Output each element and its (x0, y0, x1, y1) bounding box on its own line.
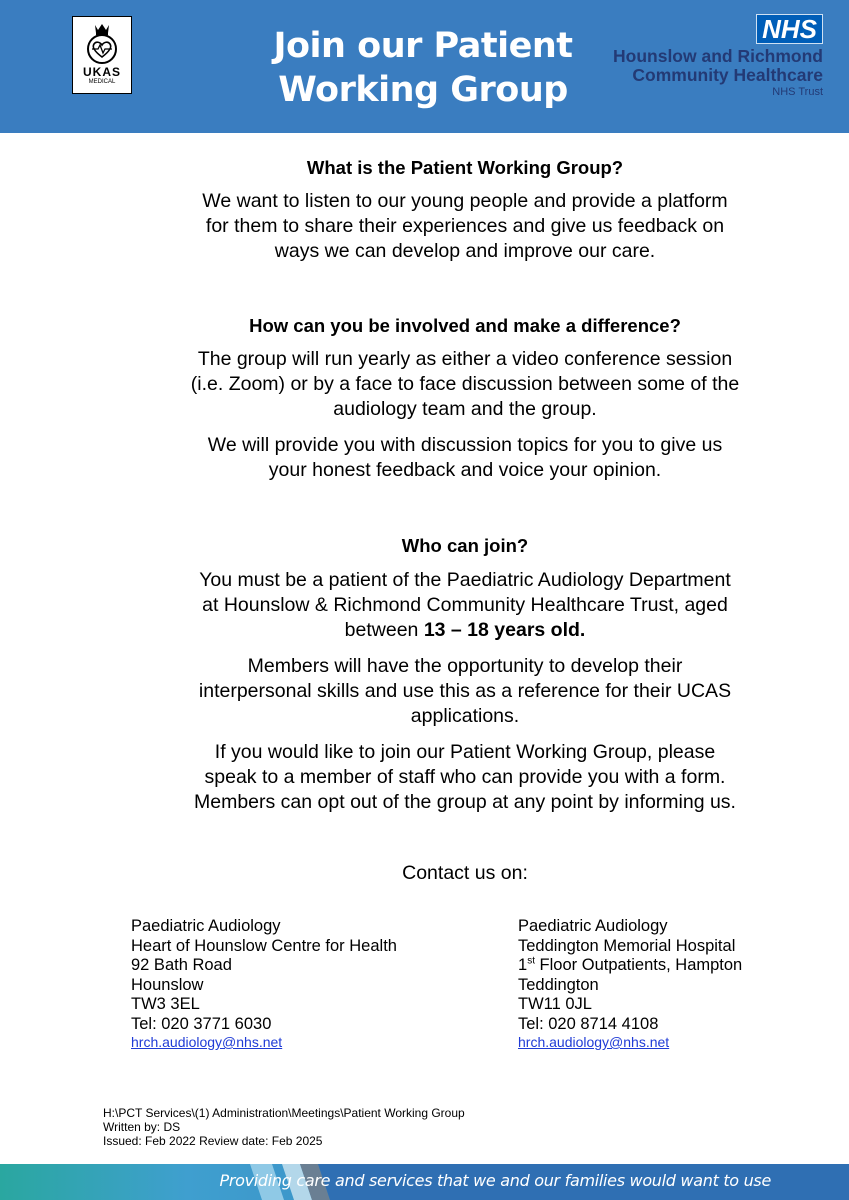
address-line: Paediatric Audiology (131, 917, 281, 935)
section-heading: Who can join? (401, 535, 529, 556)
phone-number: Tel: 020 8714 4108 (518, 1014, 659, 1033)
text-line: speak to a member of staff who can provide you with a form. (204, 766, 726, 788)
nhs-trust-logo (613, 14, 823, 99)
text-line: If you would like to join our Patient Working Group, please (214, 741, 716, 763)
text-line: applications. (410, 705, 520, 727)
section-who-can-join (130, 533, 800, 815)
section-paragraph (130, 568, 800, 643)
ukas-sublabel: MEDICAL (88, 79, 116, 85)
address-line: Teddington (518, 975, 599, 994)
text-line (130, 618, 800, 643)
text-line: (i.e. Zoom) or by a face to face discussion between some of the (190, 373, 740, 395)
section-heading: How can you be involved and make a difference? (249, 315, 681, 336)
section-what-is (130, 155, 800, 264)
address-line: Heart of Hounslow Centre for Health (131, 936, 397, 955)
contact-hounslow (131, 917, 397, 1050)
title-line-2: Working Group (278, 70, 568, 110)
org-name-line-2: Community Healthcare (632, 65, 823, 85)
address-line: 92 Bath Road (131, 956, 232, 974)
text-line: Members will have the opportunity to develop their (247, 655, 683, 677)
section-paragraph (130, 740, 800, 815)
section-how-involved (130, 313, 800, 483)
text-line: audiology team and the group. (333, 398, 597, 420)
org-name-line-3: NHS Trust (772, 86, 823, 98)
section-paragraph (130, 347, 800, 422)
contact-teddington (518, 917, 742, 1050)
text-line: your honest feedback and voice your opinion. (268, 459, 662, 481)
contact-heading: Contact us on: (402, 862, 528, 884)
page-title (238, 24, 608, 112)
header-banner (0, 0, 849, 133)
author: Written by: DS (103, 1120, 181, 1134)
section-paragraph (130, 189, 800, 264)
tagline: Providing care and services that we and our families would want to use (219, 1171, 771, 1190)
text-line: We will provide you with discussion topics for you to give us (207, 434, 723, 456)
text-line: We want to listen to our young people and provide a platform (202, 190, 728, 212)
ukas-accreditation-badge (72, 16, 132, 94)
text-fragment: Floor Outpatients, Hampton (534, 956, 743, 974)
address-line: TW11 0JL (518, 995, 592, 1013)
text-fragment: 1 (518, 956, 528, 974)
address-line: Paediatric Audiology (518, 917, 668, 935)
text-line: Members can opt out of the group at any point by informing us. (194, 791, 736, 813)
ordinal-suffix: st (527, 955, 535, 967)
text-line: ways we can develop and improve our care. (274, 240, 656, 262)
title-line-1: Join our Patient (273, 26, 573, 66)
crown-heart-icon (80, 21, 124, 65)
text-line: interpersonal skills and use this as a reference for their UCAS (198, 680, 732, 702)
address-line: TW3 3EL (131, 995, 200, 1013)
age-range: 13 – 18 years old. (423, 619, 586, 641)
phone-number: Tel: 020 3771 6030 (131, 1014, 272, 1033)
issue-dates: Issued: Feb 2022 Review date: Feb 2025 (103, 1134, 323, 1148)
text-line: for them to share their experiences and give us feedback on (205, 215, 725, 237)
text-line: The group will run yearly as either a video conference session (197, 348, 733, 370)
address-line (518, 956, 742, 976)
nhs-logo: NHS (756, 14, 823, 44)
section-heading: What is the Patient Working Group? (306, 157, 624, 178)
file-path: H:\PCT Services\(1) Administration\Meetings\Patient Working Group (103, 1106, 465, 1120)
ukas-label: UKAS (82, 65, 121, 79)
address-line: Hounslow (131, 975, 204, 994)
document-footer-info (103, 1106, 465, 1148)
footer-tagline-band (0, 1164, 849, 1200)
email-link[interactable]: hrch.audiology@nhs.net (518, 1034, 670, 1050)
org-name-line-1: Hounslow and Richmond (613, 46, 823, 66)
text-fragment: between (344, 619, 424, 641)
text-line: You must be a patient of the Paediatric Audiology Department (199, 569, 731, 591)
address-line: Teddington Memorial Hospital (518, 936, 736, 955)
text-line: at Hounslow & Richmond Community Healthcare Trust, aged (202, 594, 728, 616)
email-link[interactable]: hrch.audiology@nhs.net (131, 1034, 283, 1050)
section-paragraph (130, 433, 800, 483)
section-paragraph (130, 654, 800, 729)
